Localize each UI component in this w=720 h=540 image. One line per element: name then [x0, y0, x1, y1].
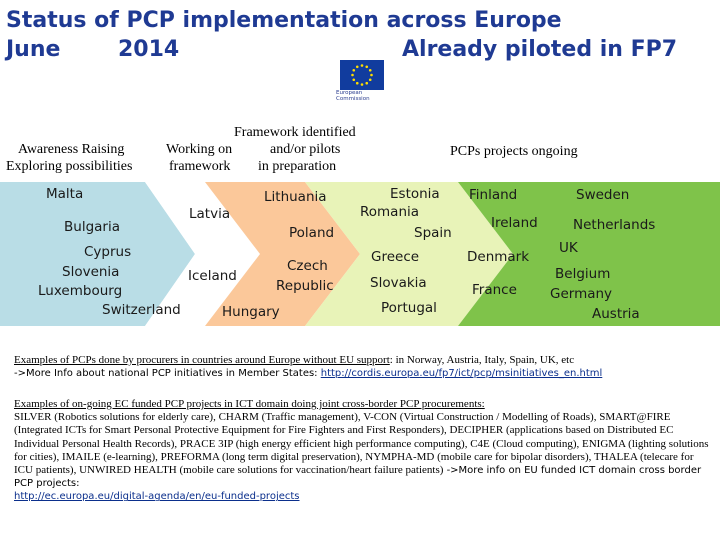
country-netherlands: Netherlands [573, 217, 656, 233]
notes-eu-projects [14, 398, 714, 504]
header-framework-3: in preparation [258, 159, 337, 174]
country-germany: Germany [550, 286, 613, 302]
header-framework-1: Framework identified [234, 125, 356, 140]
country-hungary: Hungary [222, 304, 280, 320]
notes-p1-heading: Examples of PCPs done by procurers in countries around Europe without EU support [14, 354, 390, 366]
country-iceland: Iceland [188, 268, 237, 284]
country-belgium: Belgium [555, 266, 611, 282]
country-switzerland: Switzerland [102, 302, 181, 318]
eu-projects-link[interactable]: http://ec.europa.eu/digital-agenda/en/eu-funded-projects [14, 491, 300, 503]
country-czech-2: Republic [276, 278, 334, 294]
country-portugal: Portugal [381, 300, 437, 316]
country-malta: Malta [46, 186, 84, 202]
country-ireland: Ireland [491, 215, 538, 231]
header-awareness-2: Exploring possibilities [6, 159, 133, 174]
country-slovakia: Slovakia [370, 275, 427, 291]
country-lithuania: Lithuania [264, 189, 327, 205]
country-cyprus: Cyprus [84, 244, 132, 260]
country-austria: Austria [592, 306, 640, 322]
header-framework-2: and/or pilots [270, 142, 341, 157]
notes-national-pcp [14, 354, 714, 380]
country-estonia: Estonia [390, 186, 440, 202]
notes-p2-body: SILVER (Robotics solutions for elderly care), CHARM (Traffic management), V-CON (Virtual Construction / Modelling of Roads), SMART@FIRE (Integrated ICTs for Smart Personal Protective Equipment for Fire Fighters and First Responders), DECIPHER (applications based on Distributed EC Individual Personal Health Records), PRACE 3IP (high energy efficient high performance computing), C4E (Cloud computing), ENIGMA (lighting solutions for cities), IMAILE (e-learning), PREFORMA (long term digital preservation), NYMPHA-MD (mobile care for bipolar disorders), THALEA (telecare for ICU patients), UNWIRED HEALTH (mobile care solutions for vaccination/heart failure patients) [14, 411, 709, 477]
title-year: 2014 [118, 37, 180, 62]
logo-text: European Commission [336, 90, 370, 102]
notes-p1-rest: : in Norway, Austria, Italy, Spain, UK, etc [389, 354, 575, 366]
country-slovenia: Slovenia [62, 264, 120, 280]
country-uk: UK [559, 240, 578, 256]
country-finland: Finland [469, 187, 518, 203]
title-line-1: Status of PCP implementation across Europe [6, 8, 562, 33]
notes-p2-more: ->More info on EU funded ICT domain cross border PCP projects: [14, 465, 702, 490]
country-sweden: Sweden [576, 187, 630, 203]
notes-p1-more: ->More Info about national PCP initiatives in Member States: [14, 368, 321, 380]
national-pcp-link[interactable]: http://cordis.europa.eu/fp7/ict/pcp/msinitiatives_en.html [320, 368, 603, 380]
country-bulgaria: Bulgaria [64, 219, 120, 235]
country-spain: Spain [414, 225, 452, 241]
title-month: June [6, 37, 61, 62]
country-czech-1: Czech [287, 258, 328, 274]
country-denmark: Denmark [467, 249, 530, 265]
notes-p2-heading: Examples of on-going EC funded PCP projects in ICT domain doing joint cross-border PCP procurements: [14, 398, 485, 410]
country-greece: Greece [371, 249, 420, 265]
header-awareness-1: Awareness Raising [18, 142, 125, 157]
country-luxembourg: Luxembourg [38, 283, 123, 299]
title-piloted: Already piloted in FP7 [402, 37, 678, 62]
header-working-2: framework [169, 159, 231, 174]
header-working-1: Working on [166, 142, 233, 157]
header-ongoing: PCPs projects ongoing [450, 144, 578, 159]
country-poland: Poland [289, 225, 335, 241]
country-romania: Romania [360, 204, 420, 220]
country-latvia: Latvia [189, 206, 231, 222]
country-france: France [472, 282, 517, 298]
